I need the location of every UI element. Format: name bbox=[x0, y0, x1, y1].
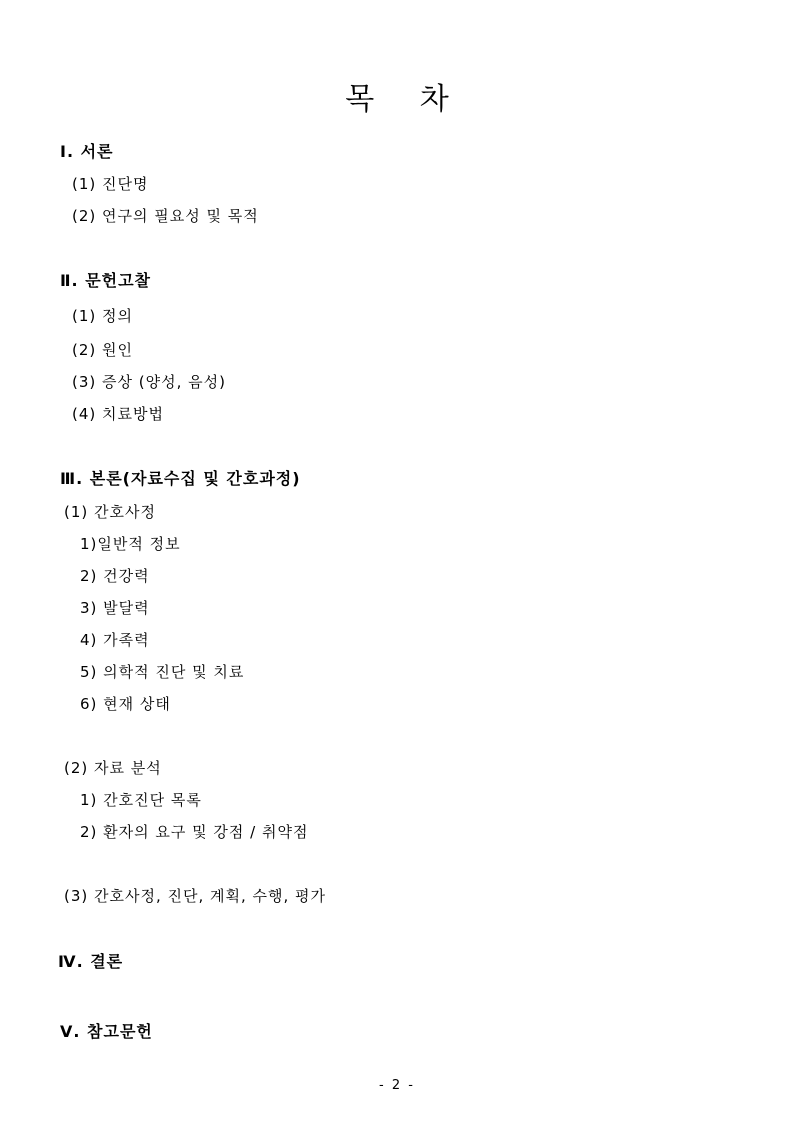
toc-item: (2) 연구의 필요성 및 목적 bbox=[72, 207, 259, 225]
toc-item: (3) 증상 (양성, 음성) bbox=[72, 373, 226, 391]
toc-item: 6) 현재 상태 bbox=[80, 695, 171, 713]
toc-section-3: Ⅲ. 본론(자료수집 및 간호과정) bbox=[60, 469, 301, 488]
toc-item: 2) 환자의 요구 및 강점 / 취약점 bbox=[80, 823, 309, 841]
toc-item: 3) 발달력 bbox=[80, 599, 150, 617]
page-title: 목 차 bbox=[345, 82, 467, 117]
toc-item: 2) 건강력 bbox=[80, 567, 150, 585]
toc-item: (2) 원인 bbox=[72, 341, 133, 359]
toc-subsection: (3) 간호사정, 진단, 계획, 수행, 평가 bbox=[64, 887, 327, 905]
toc-item: 1)일반적 정보 bbox=[80, 535, 181, 553]
toc-item: (1) 진단명 bbox=[72, 175, 149, 193]
toc-item: 1) 간호진단 목록 bbox=[80, 791, 202, 809]
toc-section-4: Ⅳ. 결론 bbox=[58, 952, 124, 971]
page-number: - 2 - bbox=[379, 1078, 415, 1093]
toc-section-5: Ⅴ. 참고문헌 bbox=[60, 1022, 153, 1041]
toc-item: (4) 치료방법 bbox=[72, 405, 164, 423]
toc-item: 5) 의학적 진단 및 치료 bbox=[80, 663, 245, 681]
toc-section-1: Ⅰ. 서론 bbox=[60, 142, 114, 161]
toc-item: 4) 가족력 bbox=[80, 631, 150, 649]
toc-item: (1) 정의 bbox=[72, 307, 133, 325]
toc-subsection: (1) 간호사정 bbox=[64, 503, 156, 521]
toc-subsection: (2) 자료 분석 bbox=[64, 759, 162, 777]
toc-section-2: Ⅱ. 문헌고찰 bbox=[60, 271, 152, 290]
